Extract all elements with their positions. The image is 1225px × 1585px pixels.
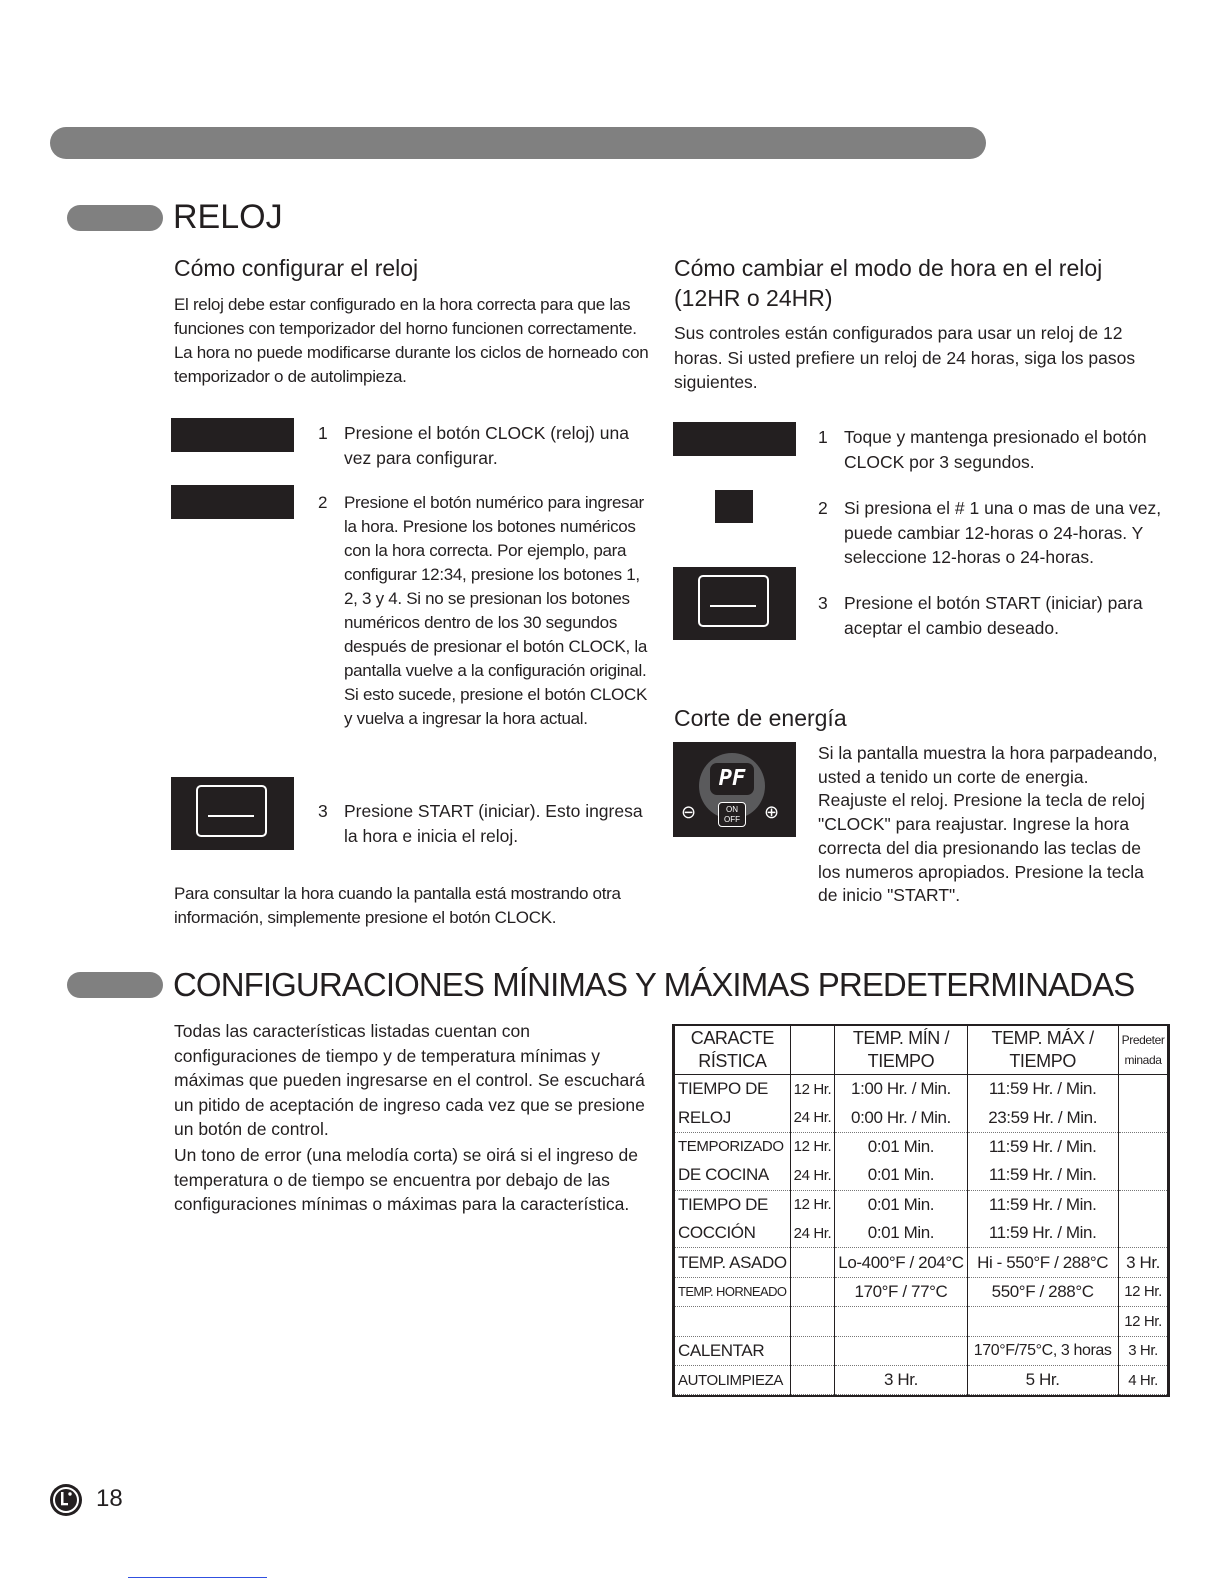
table-row bbox=[675, 1219, 1168, 1248]
table-row bbox=[675, 1075, 1168, 1104]
power-text: Si la pantalla muestra la hora parpadeando, usted a tenido un corte de energia. Reajuste el reloj. Presione la tecla de reloj "CLOCK" para reajustar. Ingrese la hora correcta del dia presionando las teclas de los numeros apropiados. Presione la tecla de inicio "START". bbox=[818, 743, 1158, 906]
step-number: 3 bbox=[818, 593, 828, 613]
table-cell: 5 Hr. bbox=[967, 1365, 1118, 1394]
left-step-3 bbox=[318, 799, 648, 848]
table-cell: TEMP. ASADO bbox=[675, 1248, 791, 1277]
table-row bbox=[675, 1248, 1168, 1277]
table-cell: 12 Hr. bbox=[1118, 1277, 1168, 1306]
power-heading: Corte de energía bbox=[674, 705, 847, 731]
start-button-image bbox=[673, 567, 796, 640]
table-cell: 12 Hr. bbox=[1118, 1307, 1168, 1336]
table-header: TEMP. MÍN / TIEMPO bbox=[835, 1026, 967, 1075]
table-cell: 0:01 Min. bbox=[835, 1132, 967, 1161]
right-step-1 bbox=[818, 425, 1163, 474]
table-cell: DE COCINA bbox=[675, 1161, 791, 1190]
step-number: 1 bbox=[318, 423, 328, 443]
table-cell: 24 Hr. bbox=[790, 1103, 835, 1132]
table-cell: Lo-400°F / 204°C bbox=[835, 1248, 967, 1277]
table-cell: 0:00 Hr. / Min. bbox=[835, 1103, 967, 1132]
table-cell: 0:01 Min. bbox=[835, 1161, 967, 1190]
table-cell: CALENTAR bbox=[675, 1336, 791, 1365]
number-button-image bbox=[171, 485, 294, 519]
table-cell bbox=[790, 1307, 835, 1336]
table-header: CARACTE RÍSTICA bbox=[675, 1026, 791, 1075]
step-number: 1 bbox=[818, 427, 828, 447]
table-cell bbox=[1118, 1103, 1168, 1132]
right-step-2 bbox=[818, 496, 1168, 570]
table-cell bbox=[790, 1336, 835, 1365]
step-number: 3 bbox=[318, 801, 328, 821]
pf-display: PF bbox=[710, 763, 754, 795]
table-cell: 170°F/75°C, 3 horas bbox=[967, 1336, 1118, 1365]
table-cell bbox=[1118, 1190, 1168, 1219]
config-para-1: Todas las características listadas cuentan con configuraciones de tiempo y de temperatura mínimas y máximas que pueden ingresarse en el control. Se escuchará un pitido de aceptación de ingreso cada vez que se presione un botón de control. bbox=[174, 1021, 645, 1139]
table-header bbox=[790, 1026, 835, 1075]
table-cell: TIEMPO DE bbox=[675, 1075, 791, 1104]
table-cell: 0:01 Min. bbox=[835, 1219, 967, 1248]
table-cell: 11:59 Hr. / Min. bbox=[967, 1161, 1118, 1190]
on-off-button-image bbox=[718, 802, 746, 827]
table-cell: 11:59 Hr. / Min. bbox=[967, 1190, 1118, 1219]
table-cell bbox=[1118, 1075, 1168, 1104]
table-cell: 4 Hr. bbox=[1118, 1365, 1168, 1394]
table-row bbox=[675, 1190, 1168, 1219]
section-marker bbox=[67, 205, 163, 231]
table-cell: 12 Hr. bbox=[790, 1132, 835, 1161]
table-cell: AUTOLIMPIEZA bbox=[675, 1365, 791, 1394]
step-number: 2 bbox=[318, 493, 328, 512]
table-cell bbox=[835, 1307, 967, 1336]
table-cell: Hi - 550°F / 288°C bbox=[967, 1248, 1118, 1277]
right-step-3 bbox=[818, 591, 1163, 640]
table-cell bbox=[675, 1307, 791, 1336]
table-cell bbox=[790, 1248, 835, 1277]
off-label: OFF bbox=[724, 815, 740, 824]
table-cell: 11:59 Hr. / Min. bbox=[967, 1075, 1118, 1104]
settings-table bbox=[672, 1024, 1170, 1397]
config-para-2: Un tono de error (una melodía corta) se oirá si el ingreso de temperatura o de tiempo se encuentra por debajo de las configuraciones mínimas o máximas para la característica. bbox=[174, 1145, 638, 1214]
table-row bbox=[675, 1161, 1168, 1190]
table-cell: 3 Hr. bbox=[1118, 1248, 1168, 1277]
table-cell: 12 Hr. bbox=[790, 1075, 835, 1104]
table-cell bbox=[967, 1307, 1118, 1336]
table-cell bbox=[1118, 1219, 1168, 1248]
table-cell bbox=[790, 1365, 835, 1394]
table-cell bbox=[1118, 1161, 1168, 1190]
table-cell bbox=[790, 1277, 835, 1306]
left-note: Para consultar la hora cuando la pantalla está mostrando otra información, simplemente presione el botón CLOCK. bbox=[174, 884, 621, 927]
power-display-image bbox=[673, 742, 796, 837]
table-cell bbox=[1118, 1132, 1168, 1161]
left-intro: El reloj debe estar configurado en la hora correcta para que las funciones con temporizador del horno funcionen correctamente. La hora no puede modificarse durante los ciclos de horneado con temporizador o de autolimpieza. bbox=[174, 295, 649, 386]
lg-logo-icon bbox=[49, 1483, 83, 1517]
table-cell: 24 Hr. bbox=[790, 1219, 835, 1248]
header-bar bbox=[50, 127, 986, 159]
table-cell: TEMP. HORNEADO bbox=[675, 1277, 791, 1306]
table-cell: 11:59 Hr. / Min. bbox=[967, 1219, 1118, 1248]
start-button-image bbox=[171, 777, 294, 850]
step-text: Si presiona el # 1 una o mas de una vez, puede cambiar 12-horas o 24-horas. Y seleccione 12-horas o 24-horas. bbox=[844, 498, 1162, 567]
left-step-1 bbox=[318, 421, 648, 470]
clock-button-image bbox=[673, 422, 796, 456]
step-text: Presione el botón START (iniciar) para aceptar el cambio deseado. bbox=[844, 593, 1143, 638]
table-cell: 0:01 Min. bbox=[835, 1190, 967, 1219]
clock-button-image bbox=[171, 418, 294, 452]
right-heading: Cómo cambiar el modo de hora en el reloj (12HR o 24HR) bbox=[674, 255, 1103, 311]
table-row bbox=[675, 1365, 1168, 1394]
table-row bbox=[675, 1103, 1168, 1132]
right-intro: Sus controles están configurados para usar un reloj de 12 horas. Si usted prefiere un reloj de 24 horas, siga los pasos siguientes. bbox=[674, 323, 1136, 392]
step-number: 2 bbox=[818, 498, 828, 518]
table-cell bbox=[835, 1336, 967, 1365]
section-title-config: CONFIGURACIONES MÍNIMAS Y MÁXIMAS PREDETERMINADAS bbox=[173, 966, 1135, 1003]
table-cell: TIEMPO DE bbox=[675, 1190, 791, 1219]
table-cell: 23:59 Hr. / Min. bbox=[967, 1103, 1118, 1132]
table-row bbox=[675, 1277, 1168, 1306]
number-one-button-image bbox=[715, 490, 753, 523]
step-text: Presione START (iniciar). Esto ingresa la hora e inicia el reloj. bbox=[344, 801, 643, 846]
table-cell: 24 Hr. bbox=[790, 1161, 835, 1190]
table-header: Predeter minada bbox=[1118, 1026, 1168, 1075]
table-cell: 1:00 Hr. / Min. bbox=[835, 1075, 967, 1104]
table-cell: 12 Hr. bbox=[790, 1190, 835, 1219]
section-marker bbox=[67, 972, 163, 998]
table-cell: TEMPORIZADO bbox=[675, 1132, 791, 1161]
minus-icon: ⊖ bbox=[681, 802, 697, 822]
section-title-reloj: RELOJ bbox=[173, 198, 283, 236]
step-text: Presione el botón CLOCK (reloj) una vez para configurar. bbox=[344, 423, 630, 468]
table-row bbox=[675, 1336, 1168, 1365]
plus-icon: ⊕ bbox=[764, 802, 780, 822]
left-step-2 bbox=[318, 491, 653, 731]
table-cell: 550°F / 288°C bbox=[967, 1277, 1118, 1306]
table-cell: 3 Hr. bbox=[1118, 1336, 1168, 1365]
table-cell: 11:59 Hr. / Min. bbox=[967, 1132, 1118, 1161]
table-header: TEMP. MÁX / TIEMPO bbox=[967, 1026, 1118, 1075]
left-heading: Cómo configurar el reloj bbox=[174, 255, 419, 281]
bottom-link-underline bbox=[128, 1577, 267, 1578]
step-text: Presione el botón numérico para ingresar la hora. Presione los botones numéricos con la hora correcta. Por ejemplo, para configurar 12:34, presione los botones 1, 2, 3 y 4. Si no se presionan los botones numéricos dentro de los 30 segundos después de presionar el botón CLOCK, la pantalla vuelve a la configuración original. Si esto sucede, presione el botón CLOCK y vuelva a ingresar la hora actual. bbox=[344, 493, 647, 728]
table-cell: 170°F / 77°C bbox=[835, 1277, 967, 1306]
table-row bbox=[675, 1307, 1168, 1336]
step-text: Toque y mantenga presionado el botón CLOCK por 3 segundos. bbox=[844, 427, 1147, 472]
page-number: 18 bbox=[96, 1485, 123, 1512]
table-row bbox=[675, 1132, 1168, 1161]
table-cell: COCCIÓN bbox=[675, 1219, 791, 1248]
on-label: ON bbox=[726, 805, 738, 814]
table-cell: RELOJ bbox=[675, 1103, 791, 1132]
table-cell: 3 Hr. bbox=[835, 1365, 967, 1394]
